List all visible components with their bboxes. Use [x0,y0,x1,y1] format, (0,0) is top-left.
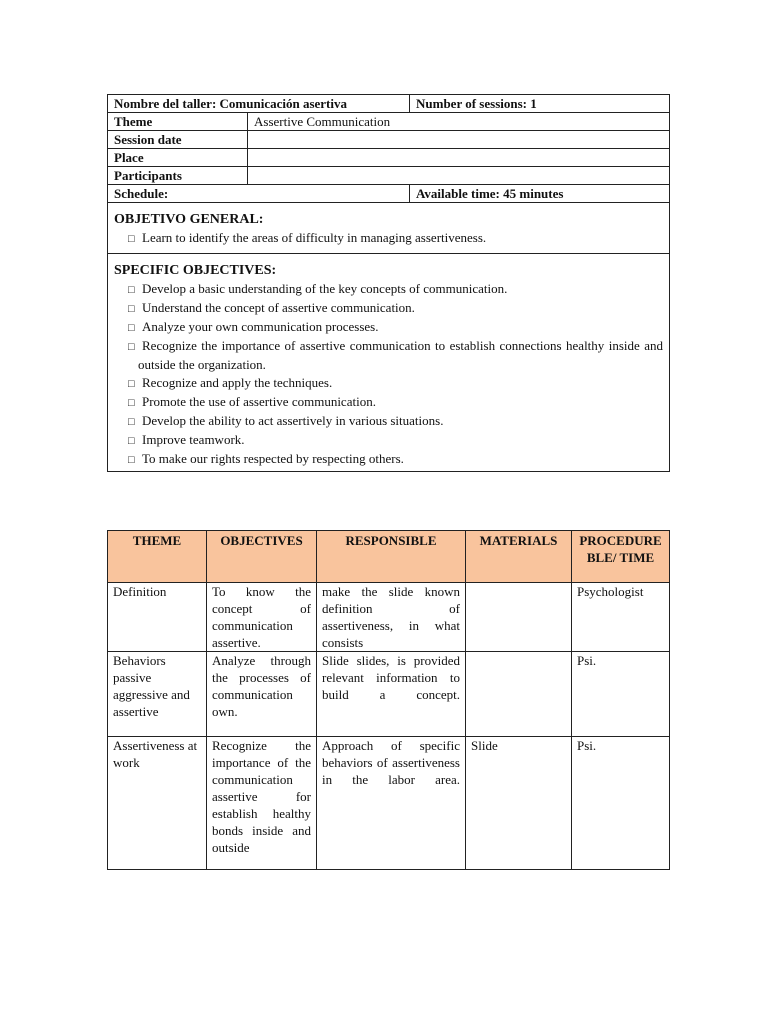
responsible-cell: Psychologist [572,583,670,652]
specific-objective-item: □ Improve teamwork. [114,431,663,450]
procedure-cell: Slide slides, is provided relevant information to build a concept. [317,652,466,737]
place-label: Place [108,149,248,167]
theme-cell: Definition [108,583,207,652]
number-of-sessions: Number of sessions: 1 [410,95,670,113]
header-procedure-time: PROCEDURE BLE/ TIME [572,531,670,583]
specific-objective-item: □ To make our rights respected by respecting others. [114,450,663,469]
schedule-label: Schedule: [108,185,410,203]
theme-label: Theme [108,113,248,131]
session-date-label: Session date [108,131,248,149]
procedure-cell: Approach of specific behaviors of assertiveness in the labor area. [317,737,466,870]
specific-objective-item: □ Recognize and apply the techniques. [114,374,663,393]
table-row [108,583,670,652]
general-objective-item: □ Learn to identify the areas of difficulty in managing assertiveness. [114,229,663,248]
general-objective-heading: OBJETIVO GENERAL: [114,212,264,227]
specific-objective-item: □ Recognize the importance of assertive communication to establish connections healthy inside and outside the organization. [114,337,663,374]
available-time: Available time: 45 minutes [410,185,670,203]
table-row [108,737,670,870]
theme-value: Assertive Communication [248,113,670,131]
header-responsible: RESPONSIBLE [317,531,466,583]
specific-objective-item: □ Promote the use of assertive communication. [114,393,663,412]
specific-objective-item: □ Understand the concept of assertive communication. [114,299,663,318]
session-date-value [248,131,670,149]
header-theme: THEME [108,531,207,583]
material-cell [466,652,572,737]
theme-cell: Behaviors passive aggressive and assertive [108,652,207,737]
objectives-cell: Recognize the importance of the communication assertive for establish healthy bonds inside and outside [207,737,317,870]
participants-value [248,167,670,185]
objectives-cell: To know the concept of communication assertive. [207,583,317,652]
general-objective-section [108,203,670,254]
participants-label: Participants [108,167,248,185]
specific-objective-item: □ Develop a basic understanding of the key concepts of communication. [114,280,663,299]
specific-objective-item: □ Analyze your own communication processes. [114,318,663,337]
workshop-name: Nombre del taller: Comunicación asertiva [108,95,410,113]
specific-objective-item: □ Develop the ability to act assertively in various situations. [114,412,663,431]
workshop-info-table [107,94,670,472]
header-objectives: OBJECTIVES [207,531,317,583]
place-value [248,149,670,167]
session-plan-table [107,530,670,870]
specific-objectives-heading: SPECIFIC OBJECTIVES: [114,263,277,278]
responsible-cell: Psi. [572,737,670,870]
responsible-cell: Psi. [572,652,670,737]
procedure-cell: make the slide known definition of assertiveness, in what consists [317,583,466,652]
theme-cell: Assertiveness at work [108,737,207,870]
material-cell [466,583,572,652]
material-cell: Slide [466,737,572,870]
header-materials: MATERIALS [466,531,572,583]
objectives-cell: Analyze through the processes of communication own. [207,652,317,737]
table-row [108,652,670,737]
specific-objectives-section [108,254,670,472]
